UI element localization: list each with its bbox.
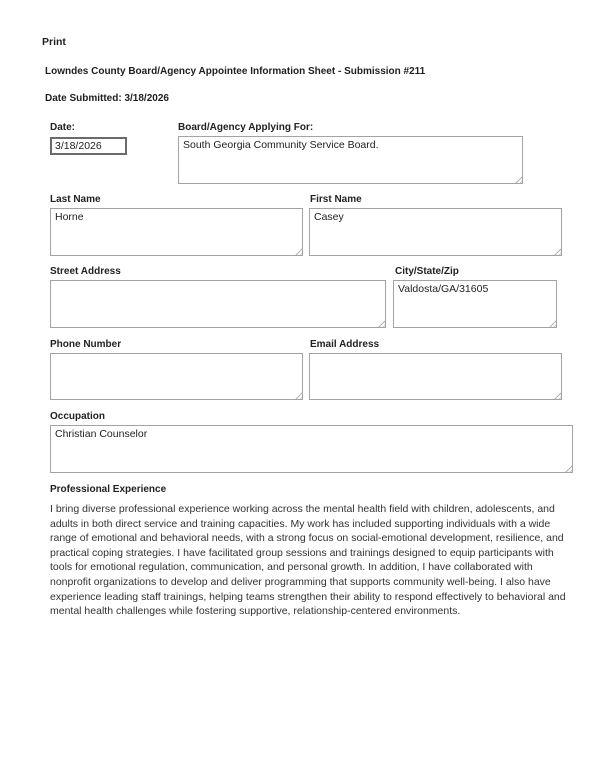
first-name-field[interactable] — [309, 208, 562, 256]
page-title: Lowndes County Board/Agency Appointee Information Sheet - Submission #211 — [45, 66, 426, 77]
street-address-label: Street Address — [50, 266, 121, 277]
last-name-label: Last Name — [50, 194, 101, 205]
date-label: Date: — [50, 122, 76, 133]
phone-number-textarea[interactable] — [50, 353, 303, 400]
occupation-textarea[interactable] — [50, 425, 573, 473]
date-submitted-text: Date Submitted: 3/18/2026 — [45, 93, 169, 104]
occupation-field[interactable] — [50, 425, 573, 473]
city-state-zip-textarea[interactable] — [393, 280, 557, 328]
last-name-textarea[interactable] — [50, 208, 303, 256]
first-name-label: First Name — [310, 194, 362, 205]
phone-number-label: Phone Number — [50, 339, 122, 350]
date-input[interactable] — [50, 137, 127, 155]
phone-number-field[interactable] — [50, 353, 303, 400]
city-state-zip-field[interactable] — [393, 280, 557, 328]
board-agency-field[interactable] — [178, 136, 523, 184]
city-state-zip-label: City/State/Zip — [395, 266, 459, 277]
street-address-field[interactable] — [50, 280, 386, 328]
street-address-textarea[interactable] — [50, 280, 386, 328]
last-name-field[interactable] — [50, 208, 303, 256]
board-agency-textarea[interactable] — [178, 136, 523, 184]
print-button[interactable]: Print — [42, 36, 66, 48]
professional-experience-label: Professional Experience — [50, 484, 167, 495]
first-name-textarea[interactable] — [309, 208, 562, 256]
email-address-textarea[interactable] — [309, 353, 562, 400]
email-address-field[interactable] — [309, 353, 562, 400]
professional-experience-text: I bring diverse professional experience working across the mental health field with children, adolescents, and adults in both direct service and training capacities. My work has included supporting individuals with a wide range of emotional and behavioral needs, with a strong focus on social-emotional development, resilience, and practical coping strategies. I have facilitated group sessions and trainings designed to equip participants with tools for emotional regulation, communication, and personal growth. In addition, I have collaborated with nonprofit organizations to develop and deliver programming that supports community well-being. I also have experience leading staff trainings, helping teams strengthen their ability to respond effectively to behavioral and mental health challenges while fostering supportive, relationship-centered environments. — [50, 503, 566, 618]
board-agency-label: Board/Agency Applying For: — [178, 122, 314, 133]
email-address-label: Email Address — [310, 339, 380, 350]
occupation-label: Occupation — [50, 411, 106, 422]
